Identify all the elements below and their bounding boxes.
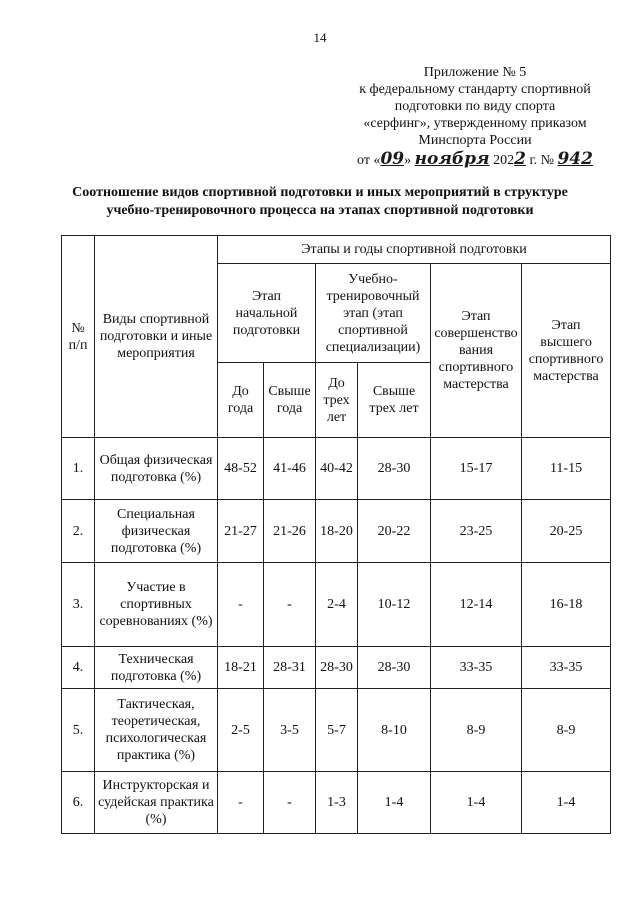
row-value: 10-12: [358, 563, 431, 647]
row-value: 28-30: [358, 647, 431, 689]
row-value: 41-46: [264, 438, 316, 500]
appendix-line: Минспорта России: [418, 133, 532, 148]
header-sub-training-1: До трех лет: [316, 363, 358, 438]
order-date-line: [340, 151, 610, 169]
row-value: 21-26: [264, 500, 316, 563]
header-stage-training: Учебно-тренировочный этап (этап спортивной специализации): [316, 264, 431, 363]
header-stages-group: Этапы и годы спортивной подготовки: [218, 236, 611, 264]
row-value: 48-52: [218, 438, 264, 500]
row-value: 8-10: [358, 689, 431, 772]
row-value: 2-5: [218, 689, 264, 772]
row-value: 20-22: [358, 500, 431, 563]
row-value: 1-4: [431, 772, 522, 834]
row-num: 1.: [62, 438, 95, 500]
row-value: 33-35: [431, 647, 522, 689]
appendix-line: к федеральному стандарту спортивной: [359, 82, 591, 97]
row-value: 1-4: [522, 772, 611, 834]
row-value: 2-4: [316, 563, 358, 647]
appendix-line: Приложение № 5: [423, 65, 527, 80]
table-row: [62, 689, 611, 772]
title-line-2: учебно-тренировочного процесса на этапах спортивной подготовки: [106, 203, 534, 218]
row-value: -: [264, 563, 316, 647]
title-line-1: Соотношение видов спортивной подготовки и иных мероприятий в структуре: [72, 185, 568, 200]
row-value: 8-9: [522, 689, 611, 772]
row-value: 40-42: [316, 438, 358, 500]
table-row: [62, 647, 611, 689]
handwritten-year-digit: 2: [514, 149, 526, 169]
row-value: 3-5: [264, 689, 316, 772]
row-value: 18-20: [316, 500, 358, 563]
row-value: 16-18: [522, 563, 611, 647]
header-sub-training-2: Свыше трех лет: [358, 363, 431, 438]
row-value: 28-30: [358, 438, 431, 500]
year-prefix: 202: [489, 153, 515, 168]
row-value: -: [218, 563, 264, 647]
header-stage-highest: Этап высшего спортивного мастерства: [522, 264, 611, 438]
row-value: 23-25: [431, 500, 522, 563]
row-kind: Техническая подготовка (%): [95, 647, 218, 689]
header-sub-initial-1: До года: [218, 363, 264, 438]
row-value: 1-4: [358, 772, 431, 834]
handwritten-month: ноября: [414, 149, 490, 169]
handwritten-order-number: 942: [557, 149, 593, 169]
row-value: 18-21: [218, 647, 264, 689]
row-value: 28-30: [316, 647, 358, 689]
appendix-header: [340, 64, 610, 169]
date-prefix: от «: [357, 153, 381, 168]
row-value: 1-3: [316, 772, 358, 834]
row-num: 2.: [62, 500, 95, 563]
row-value: 28-31: [264, 647, 316, 689]
row-value: 20-25: [522, 500, 611, 563]
row-num: 6.: [62, 772, 95, 834]
row-value: 12-14: [431, 563, 522, 647]
row-value: 11-15: [522, 438, 611, 500]
year-suffix: г. №: [525, 153, 558, 168]
row-kind: Общая физическая подготовка (%): [95, 438, 218, 500]
row-num: 3.: [62, 563, 95, 647]
header-stage-initial: Этап начальной подготовки: [218, 264, 316, 363]
header-kind: Виды спортивной подготовки и иные мероприятия: [95, 236, 218, 438]
row-kind: Участие в спортивных соревнованиях (%): [95, 563, 218, 647]
table-row: [62, 438, 611, 500]
appendix-line: подготовки по виду спорта: [394, 99, 556, 114]
table-row: [62, 772, 611, 834]
header-sub-initial-2: Свыше года: [264, 363, 316, 438]
handwritten-day: 09: [380, 149, 405, 169]
row-kind: Тактическая, теоретическая, психологическая практика (%): [95, 689, 218, 772]
row-value: -: [264, 772, 316, 834]
row-value: 33-35: [522, 647, 611, 689]
row-value: 5-7: [316, 689, 358, 772]
header-row-1: [62, 236, 611, 264]
training-ratio-table: [61, 235, 611, 834]
row-kind: Инструкторская и судейская практика (%): [95, 772, 218, 834]
date-mid: »: [404, 153, 415, 168]
row-kind: Специальная физическая подготовка (%): [95, 500, 218, 563]
header-stage-improvement: Этап совершенство вания спортивного мастерства: [431, 264, 522, 438]
row-value: -: [218, 772, 264, 834]
table-row: [62, 500, 611, 563]
table-row: [62, 563, 611, 647]
header-num: № п/п: [62, 236, 95, 438]
appendix-line: «серфинг», утвержденному приказом: [363, 116, 587, 131]
row-value: 15-17: [431, 438, 522, 500]
page-number: 14: [313, 30, 327, 45]
row-value: 8-9: [431, 689, 522, 772]
row-num: 5.: [62, 689, 95, 772]
document-title: [30, 184, 610, 220]
row-value: 21-27: [218, 500, 264, 563]
row-num: 4.: [62, 647, 95, 689]
